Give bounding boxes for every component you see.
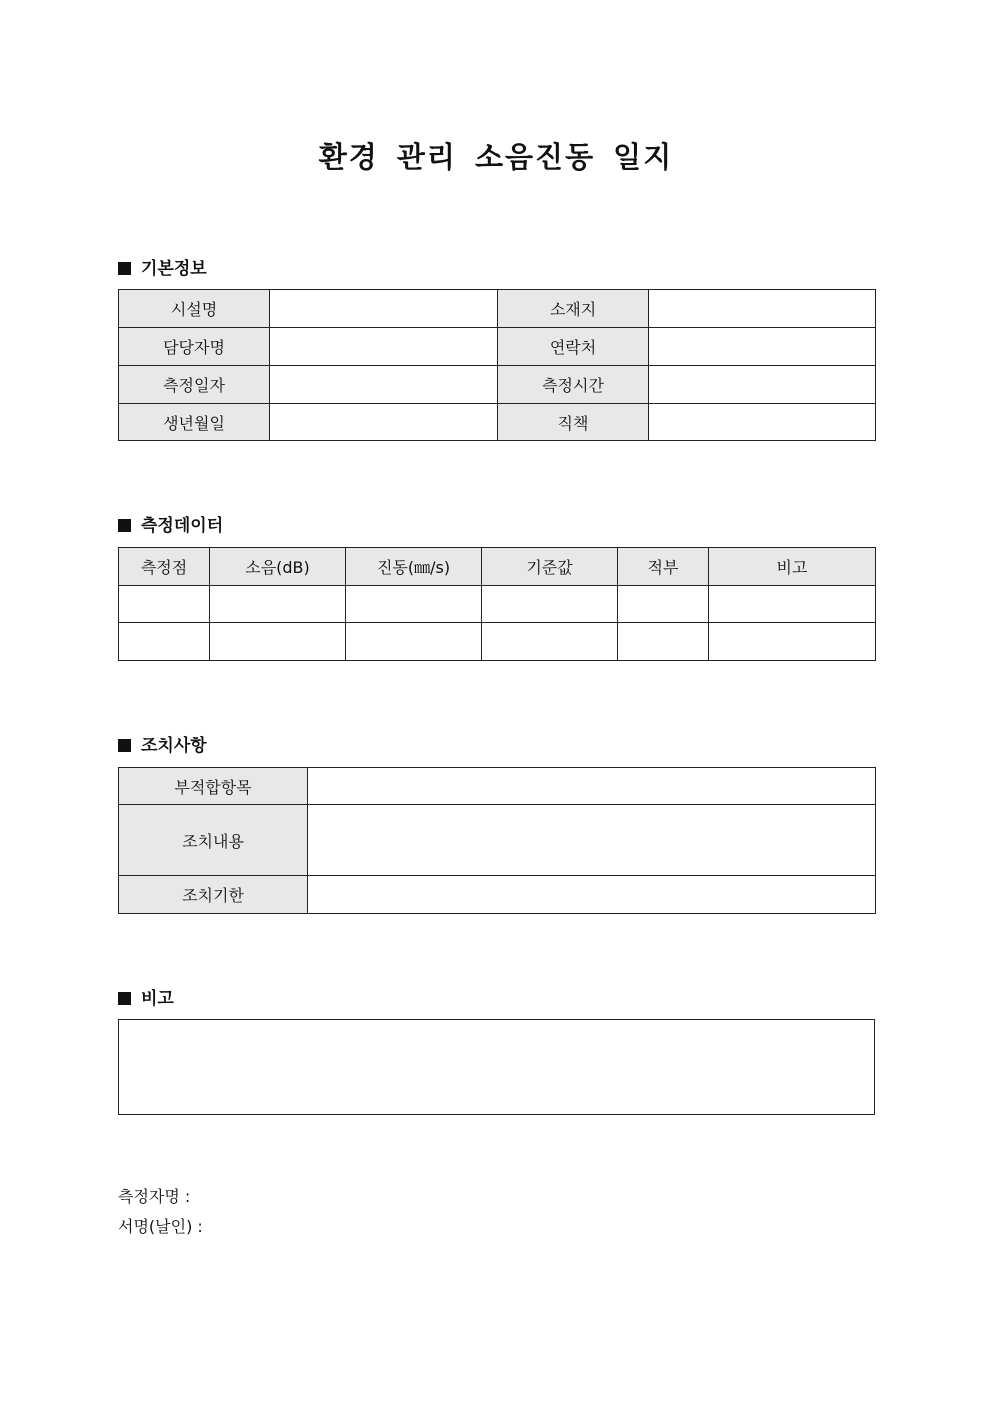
cell[interactable] [709, 586, 876, 623]
value-cell[interactable] [308, 768, 876, 805]
section-heading-basic [118, 254, 207, 279]
table-row [119, 586, 876, 623]
value-cell[interactable] [308, 876, 876, 914]
header-cell: 소음(dB) [210, 548, 346, 586]
cell[interactable] [119, 586, 210, 623]
value-cell[interactable] [649, 328, 876, 366]
square-bullet-icon [118, 262, 131, 275]
cell[interactable] [346, 623, 482, 661]
value-cell[interactable] [270, 290, 498, 328]
basic-info-table [118, 289, 876, 441]
cell[interactable] [618, 586, 709, 623]
cell[interactable] [482, 623, 618, 661]
square-bullet-icon [118, 992, 131, 1005]
label-cell: 부적합항목 [119, 768, 308, 805]
cell[interactable] [210, 623, 346, 661]
cell[interactable] [709, 623, 876, 661]
value-cell[interactable] [308, 805, 876, 876]
label-cell: 직책 [498, 404, 649, 441]
section-label: 비고 [141, 989, 174, 1009]
square-bullet-icon [118, 739, 131, 752]
cell[interactable] [618, 623, 709, 661]
signature-label: 서명(날인) : [118, 1217, 203, 1236]
section-label: 측정데이터 [141, 516, 224, 536]
section-label: 조치사항 [141, 736, 207, 756]
measurement-table [118, 547, 876, 661]
action-table [118, 767, 876, 914]
header-cell: 진동(㎜/s) [346, 548, 482, 586]
cell[interactable] [210, 586, 346, 623]
measurer-name-label: 측정자명 : [118, 1187, 191, 1206]
table-row [119, 623, 876, 661]
value-cell[interactable] [270, 366, 498, 404]
header-cell: 비고 [709, 548, 876, 586]
label-cell: 담당자명 [119, 328, 270, 366]
header-cell: 기준값 [482, 548, 618, 586]
label-cell: 측정일자 [119, 366, 270, 404]
value-cell[interactable] [270, 328, 498, 366]
header-cell: 적부 [618, 548, 709, 586]
header-cell: 측정점 [119, 548, 210, 586]
section-heading-note [118, 984, 174, 1009]
cell[interactable] [482, 586, 618, 623]
value-cell[interactable] [649, 404, 876, 441]
cell[interactable] [119, 623, 210, 661]
label-cell: 생년월일 [119, 404, 270, 441]
label-cell: 조치기한 [119, 876, 308, 914]
label-cell: 시설명 [119, 290, 270, 328]
value-cell[interactable] [649, 366, 876, 404]
cell[interactable] [346, 586, 482, 623]
label-cell: 조치내용 [119, 805, 308, 876]
label-cell: 소재지 [498, 290, 649, 328]
label-cell: 측정시간 [498, 366, 649, 404]
value-cell[interactable] [270, 404, 498, 441]
section-heading-data [118, 511, 223, 536]
label-cell: 연락처 [498, 328, 649, 366]
section-heading-action [118, 731, 207, 756]
page-title: 환경 관리 소음진동 일지 [318, 140, 674, 174]
value-cell[interactable] [649, 290, 876, 328]
section-label: 기본정보 [141, 259, 207, 279]
note-box[interactable] [118, 1019, 875, 1115]
square-bullet-icon [118, 519, 131, 532]
